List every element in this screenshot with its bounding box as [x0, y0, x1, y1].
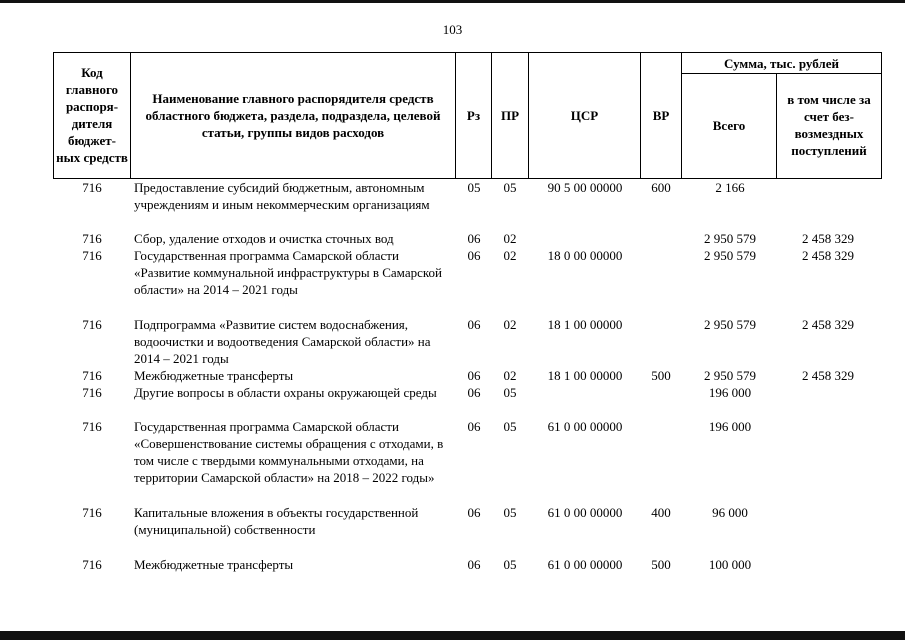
table-row-total: 2 950 579: [704, 368, 756, 383]
table-row-name: Межбюджетные трансферты: [134, 557, 294, 572]
page-number: 103: [442, 22, 463, 37]
table-row-code: 716: [82, 317, 102, 332]
table-row-pr: 02: [503, 248, 517, 263]
table-row-code: 716: [82, 557, 102, 572]
table-row-total: 2 166: [715, 180, 745, 195]
header-vr: ВР: [652, 107, 670, 123]
table-row-rz: 06: [467, 248, 481, 263]
table-row-csr: 61 0 00 00000: [547, 505, 623, 520]
table-top-line: [53, 52, 882, 53]
top-border: [0, 0, 905, 3]
table-row-rz: 06: [467, 368, 481, 383]
table-row-pr: 02: [503, 368, 517, 383]
table-row-total: 2 950 579: [704, 248, 756, 263]
table-row-vr: 500: [651, 368, 671, 383]
table-row-csr: 18 0 00 00000: [547, 248, 623, 263]
table-row-pr: 05: [503, 557, 517, 572]
bottom-border: [0, 631, 905, 640]
header-pr: ПР: [500, 107, 520, 123]
table-row-code: 716: [82, 368, 102, 383]
table-row-total: 2 950 579: [704, 231, 756, 246]
table-row-code: 716: [82, 180, 102, 195]
header-name: Наименование главного распорядителя средств областного бюджета, раздела, подраздела, целевой статьи, группы видов расходов: [145, 90, 441, 140]
table-row-csr: 61 0 00 00000: [547, 419, 623, 434]
table-row-total: 100 000: [708, 557, 752, 572]
table-row-free: 2 458 329: [802, 368, 854, 383]
header-csr: ЦСР: [570, 107, 599, 123]
table-row-name: Государственная программа Самарской области «Совершенствование системы обращения с отходами, в том числе с твердыми коммунальными отходами, на территории Самарской области» на 2018 – 2022 годы»: [134, 419, 444, 485]
table-row-name: Предоставление субсидий бюджетным, автономным учреждениям и иным некоммерческим организациям: [134, 180, 430, 212]
table-row-csr: 18 1 00 00000: [547, 368, 623, 383]
header-code: Код главного распоря-дителя бюджет-ных средств: [56, 65, 128, 165]
col-line-1: [130, 52, 131, 179]
table-row-pr: 05: [503, 505, 517, 520]
table-row-total: 196 000: [708, 385, 752, 400]
table-row-name: Капитальные вложения в объекты государственной (муниципальной) собственности: [134, 505, 419, 537]
table-row-free: 2 458 329: [802, 248, 854, 263]
table-row-pr: 05: [503, 385, 517, 400]
table-row-name: Другие вопросы в области охраны окружающей среды: [134, 385, 437, 400]
table-row-pr: 02: [503, 231, 517, 246]
table-row-rz: 05: [467, 180, 481, 195]
table-row-csr: 90 5 00 00000: [547, 180, 623, 195]
table-row-vr: 500: [651, 557, 671, 572]
table-row-free: 2 458 329: [802, 317, 854, 332]
table-row-code: 716: [82, 231, 102, 246]
table-left-line: [53, 52, 54, 179]
table-row-vr: 400: [651, 505, 671, 520]
table-row-pr: 05: [503, 419, 517, 434]
table-row-rz: 06: [467, 317, 481, 332]
table-row-free: 2 458 329: [802, 231, 854, 246]
table-row-rz: 06: [467, 385, 481, 400]
table-row-total: 196 000: [708, 419, 752, 434]
table-row-code: 716: [82, 419, 102, 434]
header-rz: Рз: [466, 107, 481, 123]
table-row-pr: 05: [503, 180, 517, 195]
table-row-rz: 06: [467, 419, 481, 434]
table-row-total: 96 000: [712, 505, 748, 520]
table-row-rz: 06: [467, 557, 481, 572]
table-row-total: 2 950 579: [704, 317, 756, 332]
header-free: в том числе за счет без-возмездных поступлений: [787, 92, 871, 158]
table-row-rz: 06: [467, 505, 481, 520]
table-row-pr: 02: [503, 317, 517, 332]
table-row-code: 716: [82, 385, 102, 400]
table-right-line: [881, 52, 882, 179]
table-row-rz: 06: [467, 231, 481, 246]
table-row-code: 716: [82, 248, 102, 263]
table-row-csr: 61 0 00 00000: [547, 557, 623, 572]
header-total: Всего: [712, 117, 746, 133]
table-row-code: 716: [82, 505, 102, 520]
table-row-name: Подпрограмма «Развитие систем водоснабжения, водоочистки и водоотведения Самарской области» на 2014 – 2021 годы: [134, 317, 431, 366]
table-row-vr: 600: [651, 180, 671, 195]
table-row-csr: 18 1 00 00000: [547, 317, 623, 332]
header-sum: Сумма, тыс. рублей: [724, 56, 839, 71]
table-row-name: Сбор, удаление отходов и очистка сточных вод: [134, 231, 394, 246]
table-row-name: Государственная программа Самарской области «Развитие коммунальной инфраструктуры в Самарской области» на 2014 – 2021 годы: [134, 248, 442, 297]
table-row-name: Межбюджетные трансферты: [134, 368, 294, 383]
